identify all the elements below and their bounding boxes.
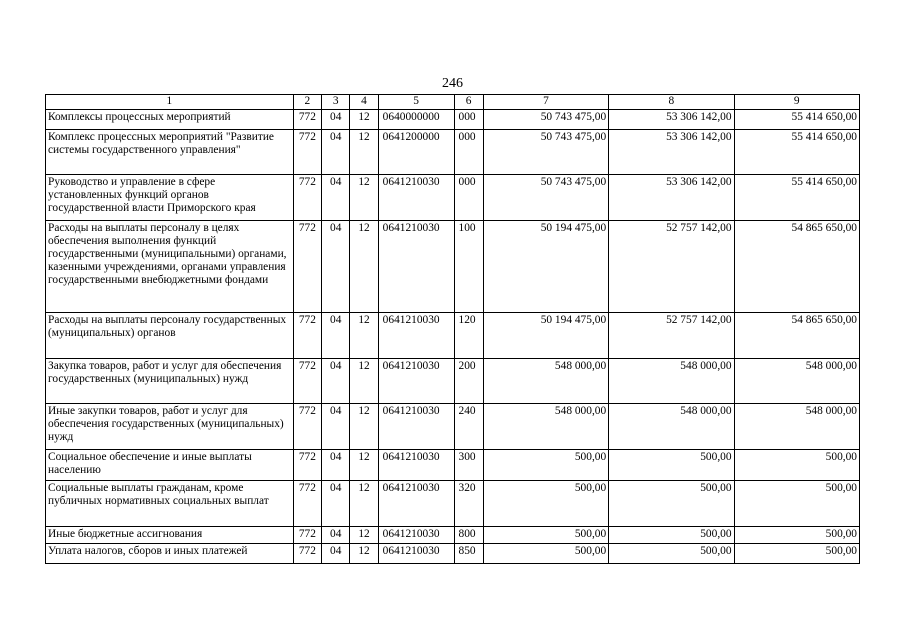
- code-col-3: 04: [322, 110, 350, 130]
- table-row: [46, 110, 860, 130]
- code-col-4: 12: [350, 175, 378, 221]
- code-col-3: 04: [322, 221, 350, 313]
- amount-col-9: 55 414 650,00: [734, 110, 859, 130]
- code-col-5: 0641210030: [378, 544, 454, 564]
- code-col-4: 12: [350, 313, 378, 359]
- amount-col-7: 50 194 475,00: [483, 221, 608, 313]
- amount-col-9: 548 000,00: [734, 404, 859, 450]
- code-col-4: 12: [350, 221, 378, 313]
- row-name: Комплексы процессных мероприятий: [46, 110, 294, 130]
- row-name: Руководство и управление в сфере установленных функций органов государственной власти Приморского края: [46, 175, 294, 221]
- row-name: Комплекс процессных мероприятий "Развитие системы государственного управления": [46, 130, 294, 175]
- code-col-5: 0641210030: [378, 175, 454, 221]
- table-row: [46, 544, 860, 564]
- amount-col-8: 500,00: [609, 450, 734, 481]
- amount-col-7: 548 000,00: [483, 359, 608, 404]
- table-row: [46, 130, 860, 175]
- amount-col-9: 500,00: [734, 450, 859, 481]
- code-col-2: 772: [293, 450, 321, 481]
- code-col-6: 300: [454, 450, 483, 481]
- code-col-5: 0641210030: [378, 221, 454, 313]
- amount-col-9: 500,00: [734, 527, 859, 544]
- code-col-3: 04: [322, 527, 350, 544]
- code-col-5: 0641210030: [378, 404, 454, 450]
- header-row: [46, 95, 860, 110]
- code-col-3: 04: [322, 130, 350, 175]
- amount-col-9: 500,00: [734, 544, 859, 564]
- code-col-6: 800: [454, 527, 483, 544]
- amount-col-8: 53 306 142,00: [609, 175, 734, 221]
- amount-col-7: 500,00: [483, 481, 608, 527]
- code-col-6: 000: [454, 175, 483, 221]
- row-name: Иные закупки товаров, работ и услуг для обеспечения государственных (муниципальных) нужд: [46, 404, 294, 450]
- row-name: Закупка товаров, работ и услуг для обеспечения государственных (муниципальных) нужд: [46, 359, 294, 404]
- column-header-1: 1: [46, 95, 294, 110]
- row-name: Расходы на выплаты персоналу в целях обеспечения выполнения функций государственными (муниципальными) органами, казенными учреждениями, органами управления государственными внебюджетными фондами: [46, 221, 294, 313]
- amount-col-8: 52 757 142,00: [609, 221, 734, 313]
- code-col-3: 04: [322, 359, 350, 404]
- table-row: [46, 404, 860, 450]
- amount-col-9: 500,00: [734, 481, 859, 527]
- code-col-6: 850: [454, 544, 483, 564]
- budget-table: [45, 94, 860, 564]
- code-col-4: 12: [350, 110, 378, 130]
- amount-col-8: 53 306 142,00: [609, 110, 734, 130]
- row-name: Социальное обеспечение и иные выплаты населению: [46, 450, 294, 481]
- code-col-2: 772: [293, 130, 321, 175]
- code-col-5: 0641210030: [378, 450, 454, 481]
- amount-col-9: 55 414 650,00: [734, 175, 859, 221]
- column-header-2: 2: [293, 95, 321, 110]
- amount-col-8: 53 306 142,00: [609, 130, 734, 175]
- table-row: [46, 481, 860, 527]
- table-row: [46, 221, 860, 313]
- amount-col-8: 500,00: [609, 481, 734, 527]
- amount-col-9: 54 865 650,00: [734, 221, 859, 313]
- amount-col-7: 50 194 475,00: [483, 313, 608, 359]
- amount-col-8: 500,00: [609, 527, 734, 544]
- row-name: Расходы на выплаты персоналу государственных (муниципальных) органов: [46, 313, 294, 359]
- amount-col-9: 548 000,00: [734, 359, 859, 404]
- row-name: Уплата налогов, сборов и иных платежей: [46, 544, 294, 564]
- code-col-3: 04: [322, 481, 350, 527]
- row-name: Социальные выплаты гражданам, кроме публичных нормативных социальных выплат: [46, 481, 294, 527]
- code-col-4: 12: [350, 527, 378, 544]
- column-header-7: 7: [483, 95, 608, 110]
- amount-col-7: 548 000,00: [483, 404, 608, 450]
- code-col-2: 772: [293, 404, 321, 450]
- code-col-5: 0641210030: [378, 527, 454, 544]
- code-col-6: 240: [454, 404, 483, 450]
- column-header-8: 8: [609, 95, 734, 110]
- code-col-2: 772: [293, 481, 321, 527]
- amount-col-8: 500,00: [609, 544, 734, 564]
- amount-col-9: 55 414 650,00: [734, 130, 859, 175]
- code-col-2: 772: [293, 527, 321, 544]
- code-col-5: 0641210030: [378, 359, 454, 404]
- table-row: [46, 313, 860, 359]
- amount-col-9: 54 865 650,00: [734, 313, 859, 359]
- code-col-4: 12: [350, 359, 378, 404]
- code-col-2: 772: [293, 544, 321, 564]
- amount-col-7: 50 743 475,00: [483, 110, 608, 130]
- code-col-2: 772: [293, 175, 321, 221]
- code-col-5: 0641210030: [378, 313, 454, 359]
- code-col-3: 04: [322, 175, 350, 221]
- code-col-3: 04: [322, 313, 350, 359]
- page-number: 246: [442, 76, 463, 91]
- code-col-6: 320: [454, 481, 483, 527]
- code-col-5: 0640000000: [378, 110, 454, 130]
- code-col-4: 12: [350, 450, 378, 481]
- code-col-3: 04: [322, 450, 350, 481]
- table-row: [46, 527, 860, 544]
- amount-col-7: 500,00: [483, 450, 608, 481]
- amount-col-8: 548 000,00: [609, 359, 734, 404]
- column-header-5: 5: [378, 95, 454, 110]
- table-row: [46, 359, 860, 404]
- table-row: [46, 175, 860, 221]
- column-header-4: 4: [350, 95, 378, 110]
- amount-col-8: 52 757 142,00: [609, 313, 734, 359]
- code-col-3: 04: [322, 544, 350, 564]
- code-col-6: 000: [454, 130, 483, 175]
- code-col-4: 12: [350, 544, 378, 564]
- code-col-3: 04: [322, 404, 350, 450]
- amount-col-7: 500,00: [483, 527, 608, 544]
- column-header-3: 3: [322, 95, 350, 110]
- amount-col-7: 50 743 475,00: [483, 175, 608, 221]
- code-col-4: 12: [350, 130, 378, 175]
- code-col-6: 120: [454, 313, 483, 359]
- code-col-2: 772: [293, 110, 321, 130]
- code-col-5: 0641200000: [378, 130, 454, 175]
- code-col-2: 772: [293, 313, 321, 359]
- code-col-6: 200: [454, 359, 483, 404]
- code-col-6: 100: [454, 221, 483, 313]
- column-header-9: 9: [734, 95, 859, 110]
- code-col-2: 772: [293, 221, 321, 313]
- code-col-5: 0641210030: [378, 481, 454, 527]
- amount-col-7: 500,00: [483, 544, 608, 564]
- amount-col-7: 50 743 475,00: [483, 130, 608, 175]
- column-header-6: 6: [454, 95, 483, 110]
- code-col-6: 000: [454, 110, 483, 130]
- code-col-4: 12: [350, 481, 378, 527]
- code-col-2: 772: [293, 359, 321, 404]
- code-col-4: 12: [350, 404, 378, 450]
- row-name: Иные бюджетные ассигнования: [46, 527, 294, 544]
- table-row: [46, 450, 860, 481]
- amount-col-8: 548 000,00: [609, 404, 734, 450]
